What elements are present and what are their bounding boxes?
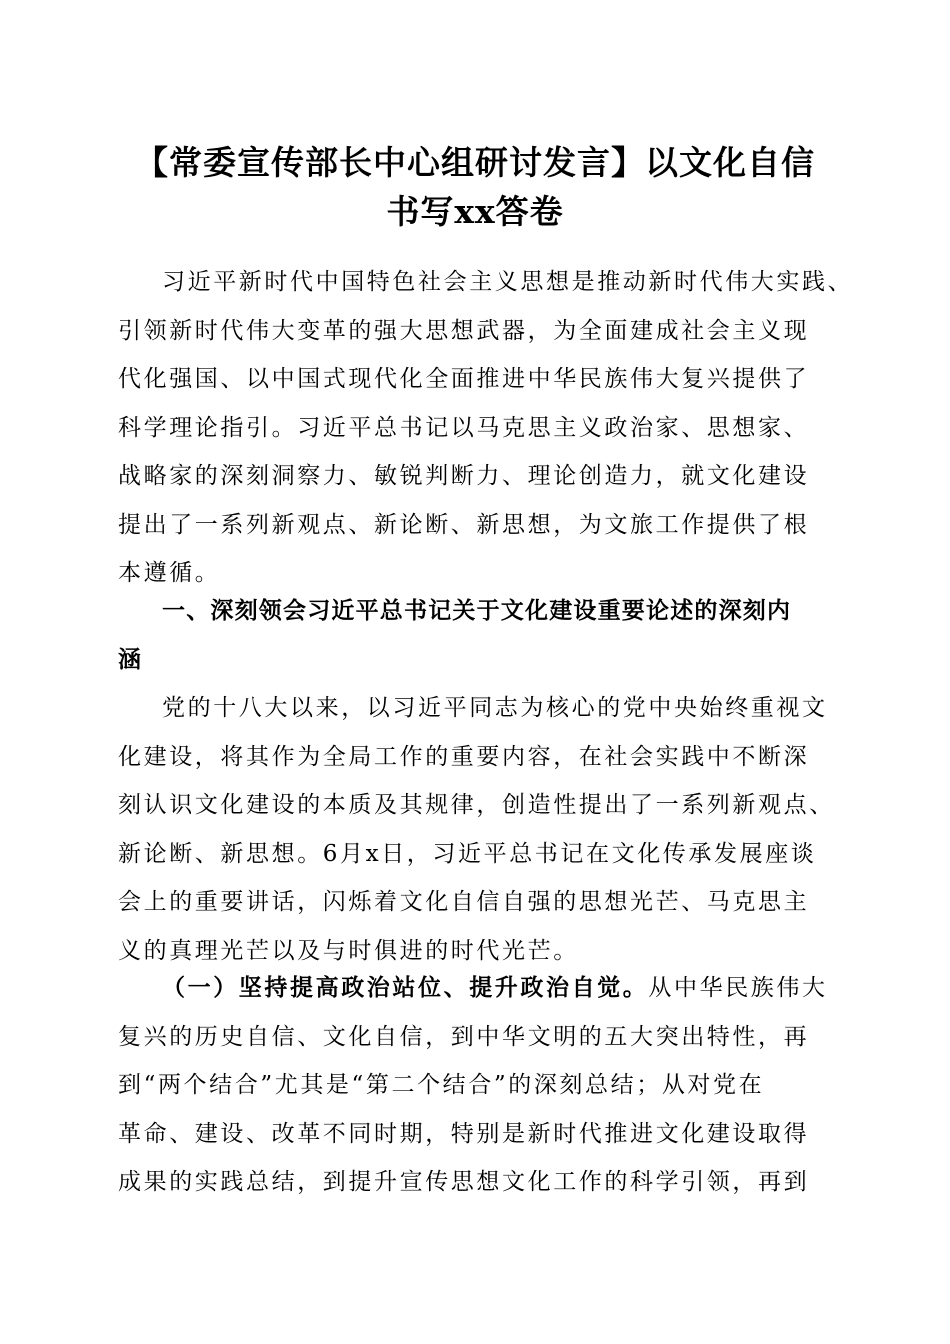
subsection-lead: （一）坚持提高政治站位、提升政治自觉。	[162, 974, 649, 1001]
heading-line: 涵	[118, 646, 143, 673]
text-line: 化建设，将其作为全局工作的重要内容，在社会实践中不断深	[118, 743, 810, 770]
text-line: 战略家的深刻洞察力、敏锐判断力、理论创造力，就文化建设	[118, 463, 810, 489]
text-span: 从中华民族伟大	[648, 975, 828, 1001]
paragraph-section-1	[118, 684, 833, 975]
text-line: 到“两个结合”尤其是“第二个结合”的深刻总结；从对党在	[118, 1072, 765, 1098]
text-line: 党的十八大以来，以习近平同志为核心的党中央始终重视文	[162, 695, 828, 721]
text-line: 习近平新时代中国特色社会主义思想是推动新时代伟大实践、	[162, 269, 854, 295]
text-line: 义的真理光芒以及与时俱进的时代光芒。	[118, 937, 579, 964]
text-line: 本遵循。	[118, 560, 221, 586]
text-line	[118, 964, 833, 1013]
text-line: 会上的重要讲话，闪烁着文化自信自强的思想光芒、马克思主	[118, 889, 810, 915]
title-line: 【常委宣传部长中心组研讨发言】以文化自信	[135, 143, 815, 182]
section-heading-1	[118, 587, 833, 684]
text-line: 新论断、新思想。6月x日，习近平总书记在文化传承发展座谈	[118, 840, 817, 867]
text-line: 革命、建设、改革不同时期，特别是新时代推进文化建设取得	[118, 1120, 810, 1147]
text-line: 代化强国、以中国式现代化全面推进中华民族伟大复兴提供了	[118, 366, 810, 392]
text-line: 科学理论指引。习近平总书记以马克思主义政治家、思想家、	[118, 414, 810, 441]
heading-line: 一、深刻领会习近平总书记关于文化建设重要论述的深刻内	[162, 598, 792, 624]
text-line: 引领新时代伟大变革的强大思想武器，为全面建成社会主义现	[118, 317, 810, 344]
paragraph-subsection-1	[118, 964, 833, 1207]
text-line: 提出了一系列新观点、新论断、新思想，为文旅工作提供了根	[118, 511, 810, 538]
text-line: 刻认识文化建设的本质及其规律，创造性提出了一系列新观点、	[118, 792, 835, 818]
paragraph-intro	[118, 258, 854, 598]
document-title	[110, 138, 840, 236]
title-line: 书写xx答卷	[386, 192, 564, 231]
text-line: 复兴的历史自信、文化自信，到中华文明的五大突出特性，再	[118, 1023, 810, 1050]
text-line: 成果的实践总结，到提升宣传思想文化工作的科学引领，再到	[118, 1169, 810, 1195]
